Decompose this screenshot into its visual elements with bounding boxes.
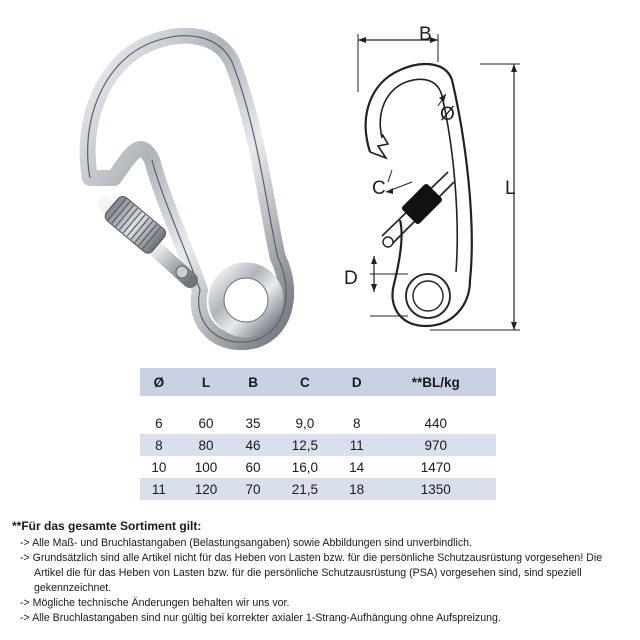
table-cell: 6 bbox=[140, 412, 178, 434]
note-item: -> Mögliche technische Änderungen behalten wir uns vor. bbox=[20, 597, 290, 609]
column-header-breaking-load: **BL/kg bbox=[376, 368, 496, 396]
carabiner-photo bbox=[70, 28, 310, 358]
table-cell: 440 bbox=[376, 412, 496, 434]
table-cell: 16,0 bbox=[272, 456, 338, 478]
table-row bbox=[140, 434, 496, 456]
table-cell: 12,5 bbox=[272, 434, 338, 456]
table-cell: 60 bbox=[178, 412, 235, 434]
table-cell: 9,0 bbox=[272, 412, 338, 434]
table-row bbox=[140, 412, 496, 434]
notes-section bbox=[12, 519, 632, 626]
notes-heading: **Für das gesamte Sortiment gilt: bbox=[12, 519, 202, 533]
table-cell: 1470 bbox=[376, 456, 496, 478]
table-cell: 8 bbox=[140, 434, 178, 456]
table-cell: 70 bbox=[234, 478, 272, 500]
table-cell: 120 bbox=[178, 478, 235, 500]
dimension-label-b: B bbox=[419, 24, 432, 45]
dimension-label-diameter: Ø bbox=[440, 104, 455, 125]
table-cell: 8 bbox=[338, 412, 376, 434]
table-cell: 10 bbox=[140, 456, 178, 478]
column-header-diameter: Ø bbox=[140, 368, 178, 396]
table-spacer bbox=[140, 396, 496, 412]
table-cell: 60 bbox=[234, 456, 272, 478]
dimension-label-l: L bbox=[505, 178, 516, 199]
table-cell: 35 bbox=[234, 412, 272, 434]
table-cell: 1350 bbox=[376, 478, 496, 500]
table-cell: 46 bbox=[234, 434, 272, 456]
column-header-length: L bbox=[178, 368, 235, 396]
dimension-label-c: C bbox=[372, 178, 386, 199]
table-cell: 11 bbox=[338, 434, 376, 456]
table-cell: 18 bbox=[338, 478, 376, 500]
note-item: -> Alle Bruchlastangaben sind nur gültig bei korrekter axialer 1-Strang-Aufhängung ohne Aufspreizung. bbox=[20, 612, 501, 624]
table-cell: 80 bbox=[178, 434, 235, 456]
table-header-row bbox=[140, 368, 496, 396]
column-header-eye-diameter: D bbox=[338, 368, 376, 396]
note-item: -> Grundsätzlich sind alle Artikel nicht für das Heben von Lasten bzw. für die persönliche Schutzausrüstung vorgesehen! Die Artikel die für das Heben von Lasten bzw. für die persönliche Schutzausrüstung (PSA) vorgesehen sind, sind speziell gekennzeichnet. bbox=[20, 552, 603, 594]
column-header-width: B bbox=[234, 368, 272, 396]
specification-table bbox=[140, 368, 496, 500]
table-row bbox=[140, 478, 496, 500]
table-cell: 21,5 bbox=[272, 478, 338, 500]
dimension-label-d: D bbox=[344, 268, 358, 289]
table-row bbox=[140, 456, 496, 478]
table-cell: 100 bbox=[178, 456, 235, 478]
table-cell: 970 bbox=[376, 434, 496, 456]
column-header-opening: C bbox=[272, 368, 338, 396]
table-cell: 14 bbox=[338, 456, 376, 478]
note-item: -> Alle Maß- und Bruchlastangaben (Belastungsangaben) sowie Abbildungen sind unverbindlich. bbox=[20, 537, 472, 549]
carabiner-technical-drawing bbox=[330, 22, 530, 342]
table-cell: 11 bbox=[140, 478, 178, 500]
